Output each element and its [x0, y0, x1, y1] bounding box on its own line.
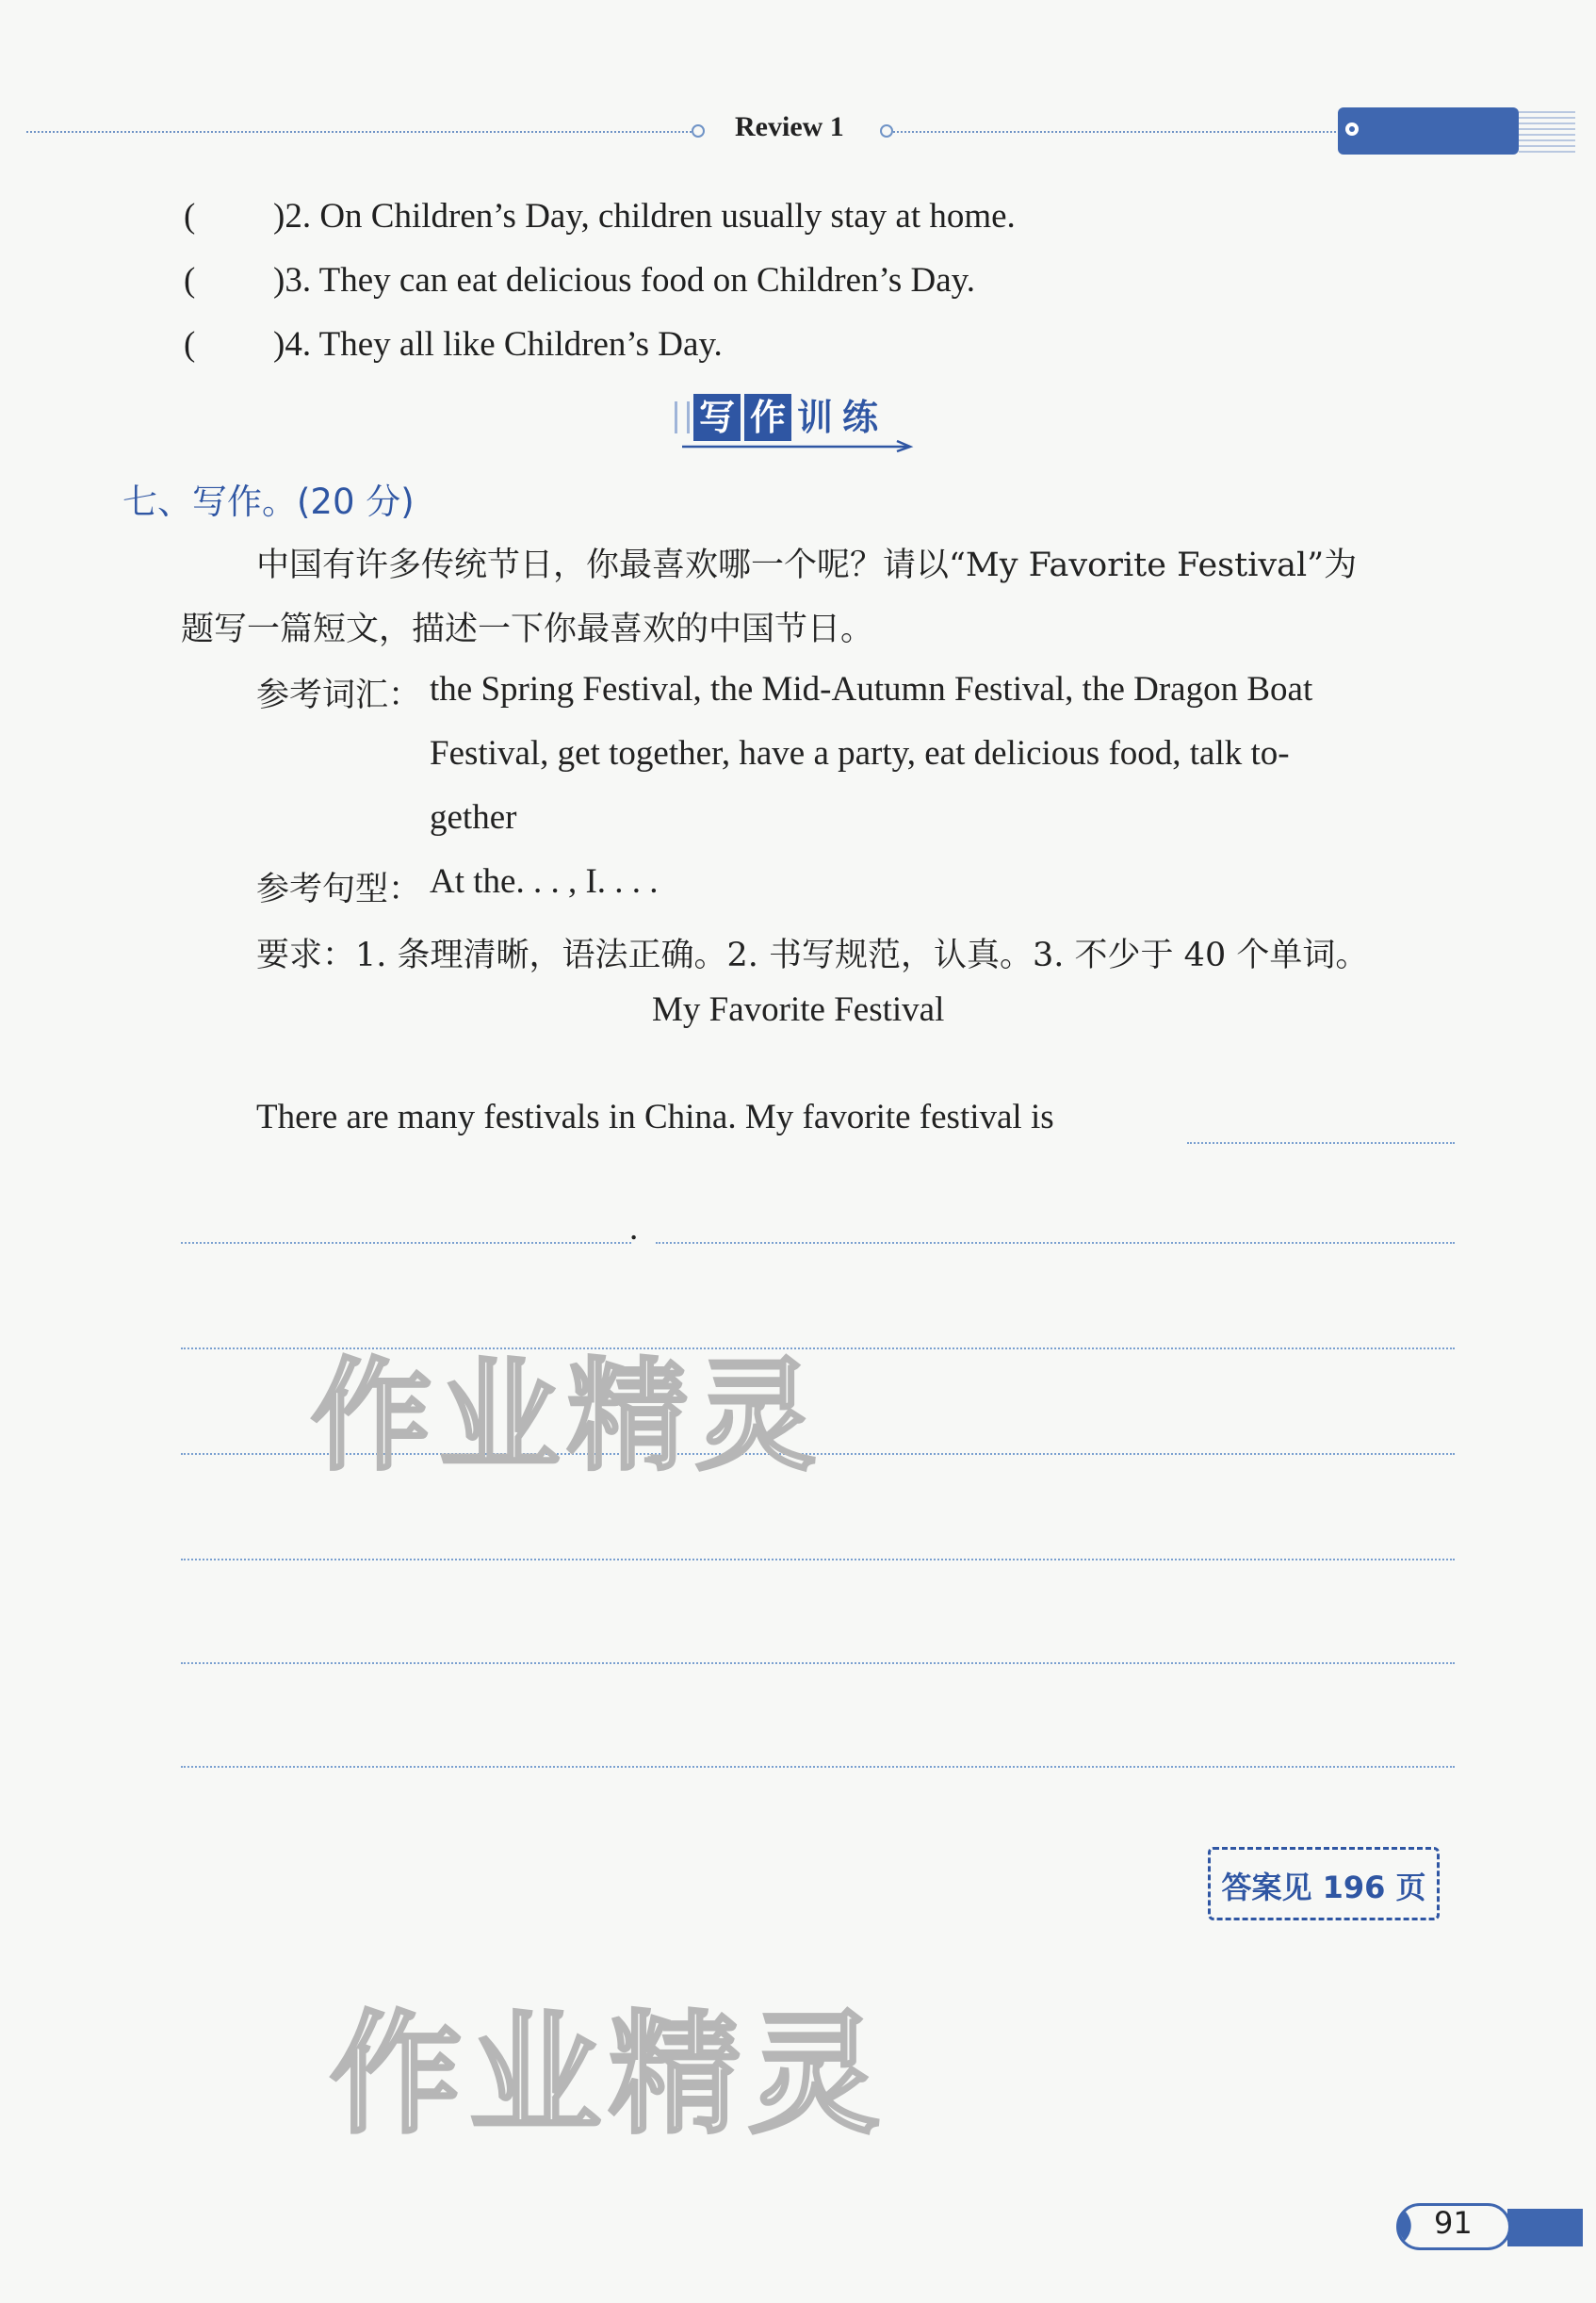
- answer-reference-text: 答案见 196 页: [1221, 1870, 1426, 1905]
- section-heading: 七、写作。(20 分): [122, 482, 415, 522]
- watermark-logo: 作业精灵: [311, 1347, 824, 1487]
- answer-line[interactable]: [181, 1242, 631, 1244]
- pattern-label: 参考句型：: [256, 871, 422, 908]
- footer-bar: [1507, 2209, 1583, 2246]
- banner-char: 训: [797, 397, 834, 438]
- vocab-text: gether: [430, 798, 517, 837]
- banner-char-box: 写: [693, 394, 741, 441]
- answer-line[interactable]: [181, 1766, 1455, 1768]
- header-rule-left: [26, 131, 695, 133]
- header-stripes: [1519, 111, 1575, 153]
- page-number: 91: [1434, 2205, 1473, 2241]
- banner-arrow-icon: [682, 439, 918, 454]
- writing-training-banner: [675, 386, 910, 449]
- requirement-text: 要求：1. 条理清晰，语法正确。2. 书写规范，认真。3. 不少于 40 个单词。: [256, 937, 1369, 974]
- header-rule-dot-right: [880, 124, 893, 138]
- vocab-text: the Spring Festival, the Mid-Autumn Festival, the Dragon Boat: [430, 670, 1313, 709]
- pattern-text: At the. . . , I. . . .: [430, 862, 659, 901]
- banner-char-box: 作: [744, 394, 791, 441]
- tf-item: ( )3. They can eat delicious food on Children’s Day.: [184, 261, 975, 300]
- tf-item-text: 2. On Children’s Day, children usually stay at home.: [285, 197, 1016, 236]
- vocab-text: Festival, get together, have a party, eat delicious food, talk to-: [430, 734, 1290, 773]
- period-mark: .: [629, 1209, 639, 1248]
- answer-reference-box: [1208, 1847, 1440, 1920]
- answer-line[interactable]: [181, 1559, 1455, 1560]
- leaf-icon: [1392, 2209, 1417, 2243]
- tf-item-text: 3. They can eat delicious food on Children’s Day.: [285, 261, 975, 300]
- banner-char: 练: [842, 397, 879, 438]
- answer-line[interactable]: [1187, 1142, 1455, 1144]
- answer-line[interactable]: [181, 1662, 1455, 1664]
- tf-item: ( )4. They all like Children’s Day.: [184, 325, 723, 364]
- essay-title: My Favorite Festival: [652, 990, 945, 1029]
- tf-item-text: 4. They all like Children’s Day.: [285, 325, 723, 364]
- prompt-line: 题写一篇短文，描述一下你最喜欢的中国节日。: [181, 611, 874, 648]
- prompt-line: 中国有许多传统节日，你最喜欢哪一个呢？请以“My Favorite Festival”为: [256, 547, 1358, 584]
- tf-item: ( )2. On Children’s Day, children usually stay at home.: [184, 197, 1016, 236]
- watermark-logo: 作业精灵: [330, 1999, 888, 2152]
- essay-start-text: There are many festivals in China. My favorite festival is: [256, 1098, 1054, 1136]
- header-title: Review 1: [735, 111, 844, 142]
- banner-deco: [675, 401, 690, 433]
- header-rule-dot-left: [692, 124, 705, 138]
- header-rule-right: [893, 131, 1340, 133]
- header-tab-bar: [1338, 107, 1519, 155]
- vocab-label: 参考词汇：: [256, 677, 422, 714]
- answer-line[interactable]: [656, 1242, 1455, 1244]
